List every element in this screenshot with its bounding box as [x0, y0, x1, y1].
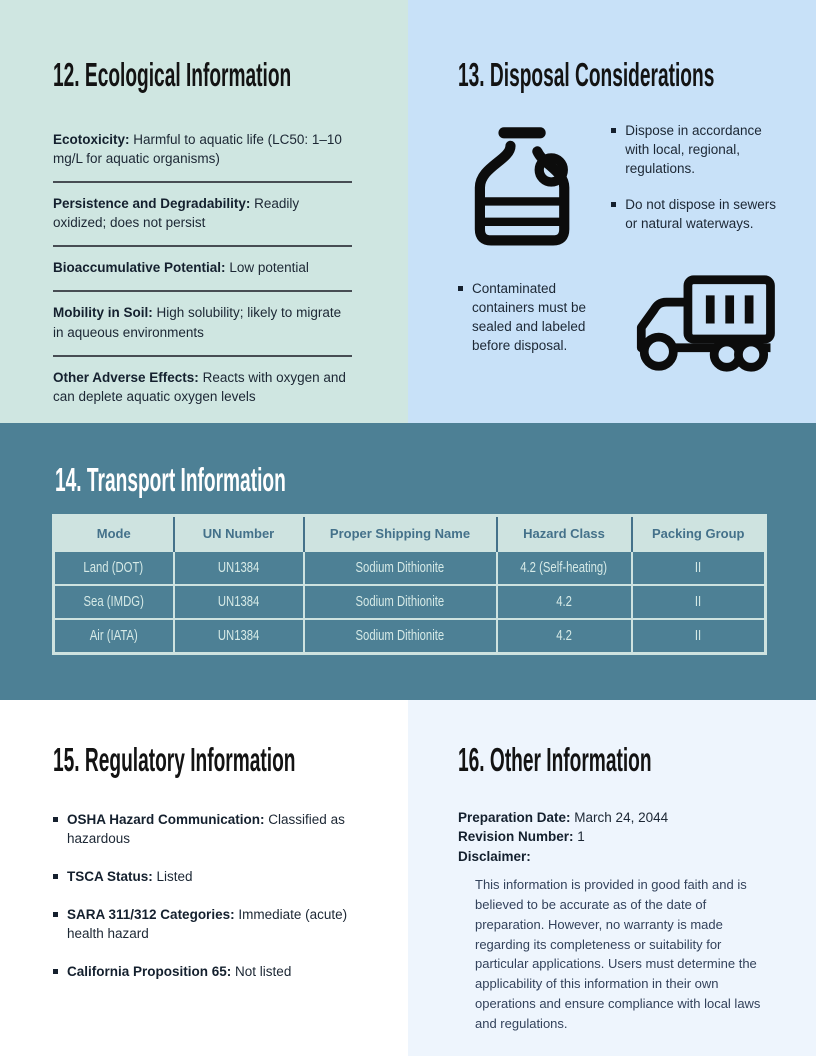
disposal-row-2	[458, 273, 786, 375]
square-bullet-icon	[458, 286, 463, 291]
disclaimer-label	[458, 847, 786, 867]
field-label: Revision Number:	[458, 829, 574, 845]
item-text: Listed	[156, 868, 193, 884]
table-cell: UN1384	[174, 585, 304, 619]
table-row	[54, 585, 766, 619]
section-transport-information	[0, 423, 816, 700]
field-label: Preparation Date:	[458, 809, 571, 825]
item-label: California Proposition 65:	[67, 964, 232, 980]
table-cell: 4.2 (Self-heating)	[497, 551, 632, 585]
section-regulatory-information	[0, 700, 408, 1056]
ecological-list	[53, 119, 352, 419]
table-cell: 4.2	[497, 585, 632, 619]
bullet-text: Contaminated containers must be sealed and labeled before disposal.	[472, 280, 587, 354]
table-row	[54, 551, 766, 585]
item-label: Bioaccumulative Potential:	[53, 260, 226, 276]
section-ecological-information	[0, 0, 408, 423]
disposal-bullet	[458, 279, 610, 356]
other-fields	[458, 808, 786, 867]
table-cell: Sea (IMDG)	[54, 585, 174, 619]
item-text: Harmful to aquatic life (LC50: 1–10 mg/L for aquatic organisms)	[53, 131, 342, 166]
section-other-information	[408, 700, 816, 1056]
item-text: Reacts with oxygen and can deplete aquatic oxygen levels	[53, 369, 346, 404]
transport-title	[55, 463, 816, 498]
ecological-item	[53, 292, 352, 356]
item-text: Low potential	[229, 260, 309, 276]
disposal-bullets	[458, 279, 610, 356]
item-label: TSCA Status:	[67, 868, 153, 884]
disposal-title-text: 13. Disposal Considerations	[458, 56, 715, 93]
bottom-row	[0, 700, 816, 1056]
ecological-item	[53, 119, 352, 183]
field-value: March 24, 2044	[574, 809, 669, 825]
other-title	[458, 743, 786, 778]
other-title-text: 16. Other Information	[458, 741, 652, 778]
ecological-item	[53, 183, 352, 247]
table-row	[54, 619, 766, 654]
regulatory-item	[53, 810, 353, 848]
table-cell: II	[632, 585, 766, 619]
item-text: Not listed	[235, 964, 292, 980]
preparation-date-field	[458, 808, 786, 828]
transport-title-text: 14. Transport Information	[55, 461, 286, 498]
regulatory-item	[53, 867, 353, 886]
regulatory-item	[53, 905, 353, 943]
disposal-title	[458, 58, 786, 93]
ecological-item	[53, 357, 352, 419]
regulatory-list	[53, 810, 353, 982]
item-content	[67, 810, 353, 848]
table-cell: Sodium Dithionite	[304, 585, 497, 619]
disposal-bullet	[611, 195, 786, 233]
column-header: Proper Shipping Name	[304, 515, 497, 551]
item-content	[67, 962, 291, 981]
table-cell: Sodium Dithionite	[304, 551, 497, 585]
field-value: 1	[577, 829, 585, 845]
table-cell: Land (DOT)	[54, 551, 174, 585]
item-text: High solubility; likely to migrate in aqueous environments	[53, 305, 342, 340]
square-bullet-icon	[611, 202, 616, 207]
table-cell: Sodium Dithionite	[304, 619, 497, 654]
jug-container-icon	[466, 117, 577, 259]
item-label: Other Adverse Effects:	[53, 369, 199, 385]
square-bullet-icon	[53, 874, 58, 879]
section-disposal-considerations	[408, 0, 816, 423]
disposal-bullets	[611, 121, 786, 234]
item-content	[67, 905, 353, 943]
truck-icon	[626, 273, 778, 375]
disposal-bullet	[611, 121, 786, 178]
item-label: OSHA Hazard Communication:	[67, 811, 265, 827]
regulatory-title	[53, 743, 368, 778]
revision-number-field	[458, 827, 786, 847]
bullet-text: Do not dispose in sewers or natural waterways.	[625, 197, 777, 232]
column-header: Packing Group	[632, 515, 766, 551]
column-header: Mode	[54, 515, 174, 551]
item-label: SARA 311/312 Categories:	[67, 907, 235, 923]
table-cell: 4.2	[497, 619, 632, 654]
ecological-item	[53, 247, 352, 292]
table-header-row	[54, 515, 766, 551]
regulatory-title-text: 15. Regulatory Information	[53, 741, 296, 778]
column-header: Hazard Class	[497, 515, 632, 551]
square-bullet-icon	[611, 128, 616, 133]
item-label: Mobility in Soil:	[53, 305, 153, 321]
disclaimer-text: This information is provided in good faith and is believed to be accurate as of the date of preparation. However, no warranty is made regarding its completeness or suitability for particular applications. Users must determine the applicability of this information in their own operations and ensure compliance with local laws and regulations.	[475, 877, 761, 1031]
regulatory-item	[53, 962, 353, 981]
item-label: Ecotoxicity:	[53, 131, 130, 147]
table-cell: Air (IATA)	[54, 619, 174, 654]
transport-table	[52, 514, 767, 655]
disposal-row-1	[458, 117, 786, 259]
table-cell: II	[632, 551, 766, 585]
table-cell: UN1384	[174, 551, 304, 585]
item-text: Immediate (acute) health hazard	[67, 907, 348, 942]
ecological-title-text: 12. Ecological Information	[53, 56, 292, 93]
table-cell: UN1384	[174, 619, 304, 654]
item-label: Persistence and Degradability:	[53, 195, 251, 211]
bullet-text: Dispose in accordance with local, regional, regulations.	[625, 122, 762, 176]
item-text: Readily oxidized; does not persist	[53, 195, 300, 231]
item-content	[67, 867, 193, 886]
top-row	[0, 0, 816, 423]
square-bullet-icon	[53, 817, 58, 822]
square-bullet-icon	[53, 969, 58, 974]
field-label: Disclaimer:	[458, 848, 531, 864]
square-bullet-icon	[53, 912, 58, 917]
ecological-title	[53, 58, 372, 93]
column-header: UN Number	[174, 515, 304, 551]
item-text: Classified as hazardous	[67, 811, 345, 846]
table-cell: II	[632, 619, 766, 654]
